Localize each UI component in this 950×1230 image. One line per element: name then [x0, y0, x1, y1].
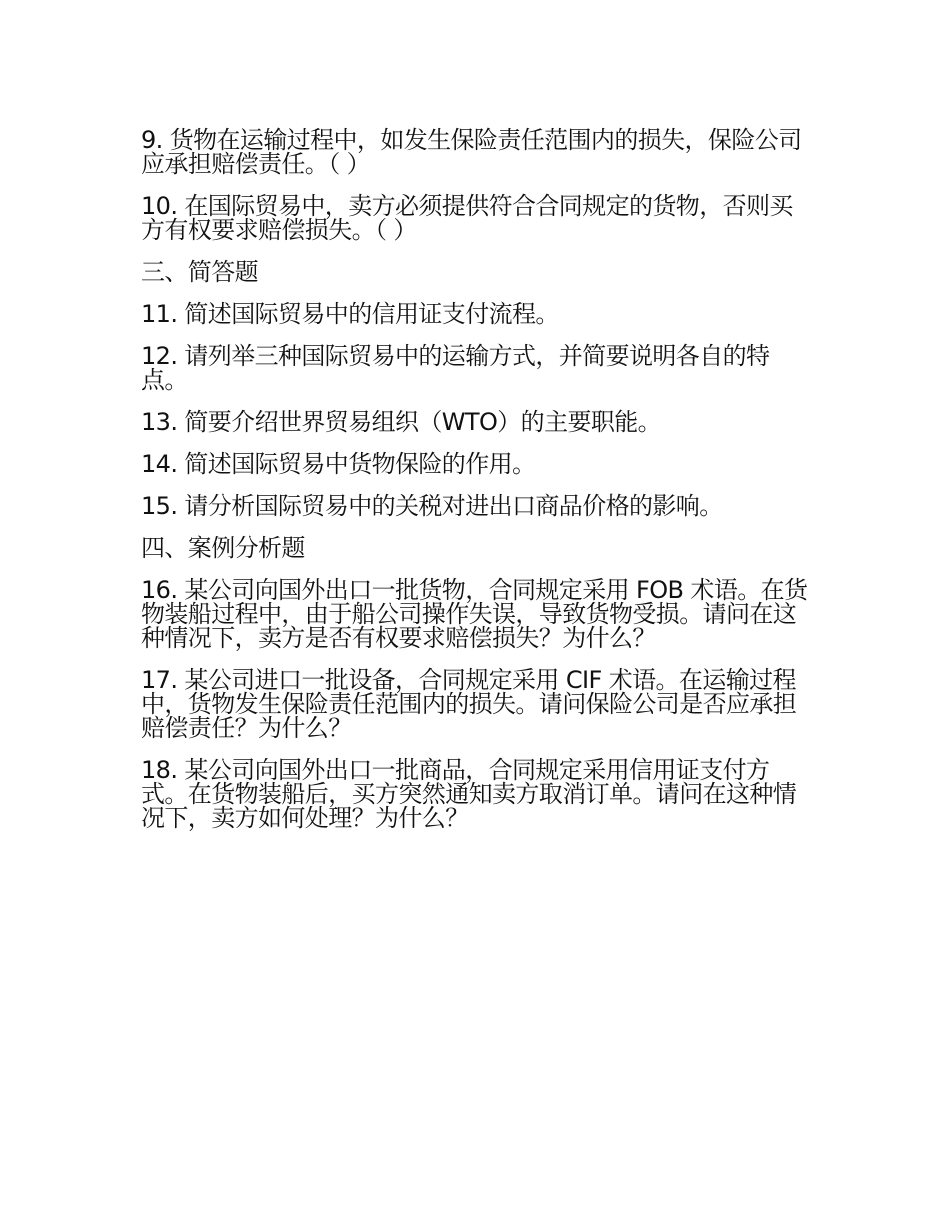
section-heading-case-analysis: 四、案例分析题 — [141, 534, 305, 562]
question-14: 14. 简述国际贸易中货物保险的作用。 — [141, 450, 536, 478]
section-heading-short-answer: 三、简答题 — [141, 258, 258, 286]
question-13: 13. 简要介绍世界贸易组织（WTO）的主要职能。 — [141, 408, 662, 436]
question-9: 9. 货物在运输过程中，如发生保险责任范围内的损失，保险公司应承担赔偿责任。（ ） — [141, 126, 802, 178]
question-11: 11. 简述国际贸易中的信用证支付流程。 — [141, 300, 559, 328]
question-12: 12. 请列举三种国际贸易中的运输方式，并简要说明各自的特点。 — [141, 342, 770, 394]
question-18: 18. 某公司向国外出口一批商品，合同规定采用信用证支付方式。在货物装船后，买方突然通知卖方取消订单。请问在这种情况下，卖方如何处理？为什么？ — [141, 756, 797, 832]
question-17: 17. 某公司进口一批设备，合同规定采用 CIF 术语。在运输过程中，货物发生保险责任范围内的损失。请问保险公司是否应承担赔偿责任？为什么？ — [141, 666, 797, 742]
question-16: 16. 某公司向国外出口一批货物，合同规定采用 FOB 术语。在货物装船过程中，由于船公司操作失误，导致货物受损。请问在这种情况下，卖方是否有权要求赔偿损失？为什么？ — [141, 576, 808, 652]
question-15: 15. 请分析国际贸易中的关税对进出口商品价格的影响。 — [141, 492, 723, 520]
question-10: 10. 在国际贸易中，卖方必须提供符合合同规定的货物，否则买方有权要求赔偿损失。（ ） — [141, 192, 793, 244]
document-body — [141, 128, 813, 848]
